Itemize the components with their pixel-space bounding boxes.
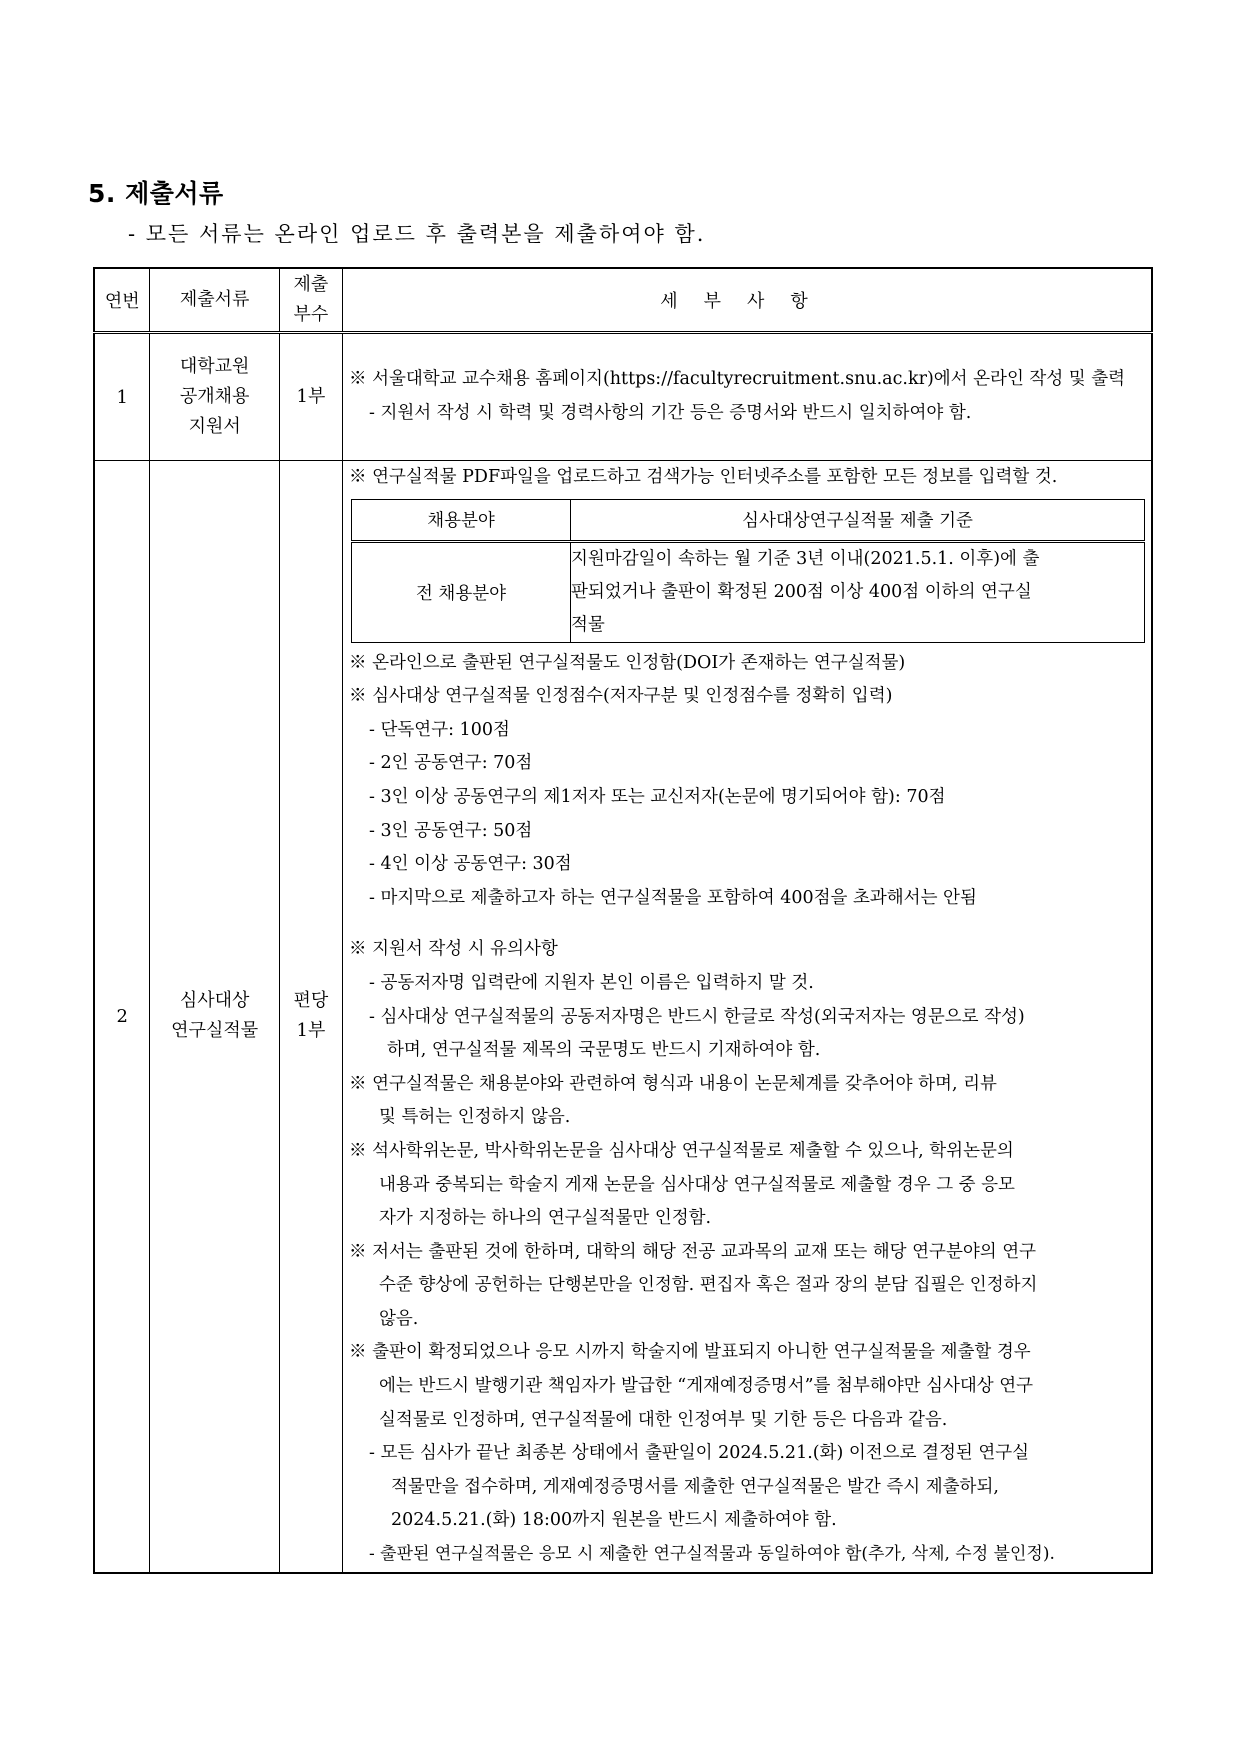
detail-line: ※ 출판이 확정되었으나 응모 시까지 학술지에 발표되지 아니한 연구실적물을 제출할 경우 [349, 1342, 1031, 1363]
detail-line: ※ 심사대상 연구실적물 인정점수(저자구분 및 인정점수를 정확히 입력) [349, 686, 893, 707]
detail-line: ※ 연구실적물 PDF파일을 업로드하고 검색가능 인터넷주소를 포함한 모든 정보를 입력할 것. [349, 467, 1058, 487]
criteria-row [352, 541, 1145, 642]
detail-line: 적물만을 접수하며, 게재예정증명서를 제출한 연구실적물은 발간 즉시 제출하되, [391, 1476, 999, 1497]
table-header-row [94, 268, 1152, 333]
header-count-line1: 제출 [293, 274, 329, 295]
row2-count-line: 편당 [293, 990, 329, 1012]
detail-line: ※ 석사학위논문, 박사학위논문을 심사대상 연구실적물로 제출할 수 있으나, 학위논문의 [349, 1140, 1014, 1161]
note-line: 하며, 연구실적물 제목의 국문명도 반드시 기재하여야 함. [387, 1040, 821, 1061]
row1-no: 1 [94, 333, 150, 461]
header-count-line2: 부수 [293, 304, 329, 325]
note-line: - 심사대상 연구실적물의 공동저자명은 반드시 한글로 작성(외국저자는 영문으로 작성) [369, 1006, 1025, 1027]
score-line: - 마지막으로 제출하고자 하는 연구실적물을 포함하여 400점을 초과해서는 안됨 [369, 887, 977, 908]
table-row-2 [94, 461, 1152, 1573]
detail-line: - 출판된 연구실적물은 응모 시 제출한 연구실적물과 동일하여야 함(추가, 삭제, 수정 불인정). [369, 1544, 1055, 1565]
score-line: - 3인 공동연구: 50점 [369, 820, 533, 841]
row2-count [279, 461, 342, 1573]
row2-detail [343, 461, 1153, 1573]
notes-title: ※ 지원서 작성 시 유의사항 [349, 939, 558, 960]
criteria-line: 적물 [571, 614, 605, 635]
detail-line: 않음. [379, 1308, 419, 1329]
score-line: - 단독연구: 100점 [369, 719, 510, 740]
detail-line: ※ 연구실적물은 채용분야와 관련하여 형식과 내용이 논문체계를 갖추어야 하며, 리뷰 [349, 1073, 997, 1094]
row1-count: 1부 [279, 333, 342, 461]
row1-doc-line: 지원서 [188, 416, 241, 437]
section-subtitle: - 모든 서류는 온라인 업로드 후 출력본을 제출하여야 함. [128, 222, 706, 246]
table-row-1 [94, 333, 1152, 461]
detail-line: ※ 저서는 출판된 것에 한하며, 대학의 해당 전공 교과목의 교재 또는 해당 연구분야의 연구 [349, 1241, 1037, 1262]
detail-line: - 모든 심사가 끝난 최종본 상태에서 출판일이 2024.5.21.(화) 이전으로 결정된 연구실 [369, 1443, 1030, 1464]
criteria-text [571, 541, 1145, 642]
detail-line: - 지원서 작성 시 학력 및 경력사항의 기간 등은 증명서와 반드시 일치하여야 함. [369, 403, 972, 423]
criteria-table [351, 499, 1145, 643]
detail-line: 실적물로 인정하며, 연구실적물에 대한 인정여부 및 기한 등은 다음과 같음. [379, 1409, 948, 1430]
detail-line: 및 특허는 인정하지 않음. [379, 1107, 571, 1128]
detail-line: 내용과 중복되는 학술지 게재 논문을 심사대상 연구실적물로 제출할 경우 그 중 응모 [379, 1174, 1015, 1195]
row2-doc-line: 연구실적물 [171, 1020, 259, 1042]
row1-doc-line: 대학교원 [179, 356, 250, 377]
criteria-header-field: 채용분야 [352, 499, 571, 541]
detail-line: 자가 지정하는 하나의 연구실적물만 인정함. [379, 1208, 712, 1229]
row1-detail [343, 333, 1153, 461]
header-detail: 세부사항 [343, 268, 1153, 333]
criteria-line: 지원마감일이 속하는 월 기준 3년 이내(2021.5.1. 이후)에 출 [571, 548, 1040, 569]
criteria-field: 전 채용분야 [352, 541, 571, 642]
header-count [279, 268, 342, 333]
row2-count-line: 1부 [296, 1020, 326, 1042]
section-title: 5. 제출서류 [88, 179, 224, 208]
detail-line: 수준 향상에 공헌하는 단행본만을 인정함. 편집자 혹은 절과 장의 분담 집필은 인정하지 [379, 1275, 1038, 1296]
row2-no: 2 [94, 461, 150, 1573]
header-no: 연번 [94, 268, 150, 333]
detail-line: ※ 서울대학교 교수채용 홈페이지(https://facultyrecruitment.snu.ac.kr)에서 온라인 작성 및 출력 [349, 369, 1126, 390]
row1-doc-line: 공개채용 [179, 386, 250, 407]
score-line: - 4인 이상 공동연구: 30점 [369, 854, 572, 875]
criteria-line: 판되었거나 출판이 확정된 200점 이상 400점 이하의 연구실 [571, 581, 1032, 602]
header-document: 제출서류 [150, 268, 279, 333]
documents-table [93, 267, 1153, 1574]
score-line: - 3인 이상 공동연구의 제1저자 또는 교신저자(논문에 명기되어야 함): 70점 [369, 786, 946, 807]
detail-line: 에는 반드시 발행기관 책임자가 발급한 “게재예정증명서”를 첨부해야만 심사대상 연구 [379, 1376, 1034, 1397]
score-line: - 2인 공동연구: 70점 [369, 753, 533, 774]
row2-document [150, 461, 279, 1573]
row2-doc-line: 심사대상 [179, 990, 250, 1012]
detail-line: 2024.5.21.(화) 18:00까지 원본을 반드시 제출하여야 함. [391, 1510, 837, 1531]
criteria-header-row [352, 499, 1145, 541]
row1-document [150, 333, 279, 461]
criteria-header-criteria: 심사대상연구실적물 제출 기준 [571, 499, 1145, 541]
detail-line: ※ 온라인으로 출판된 연구실적물도 인정함(DOI가 존재하는 연구실적물) [349, 652, 906, 673]
note-line: - 공동저자명 입력란에 지원자 본인 이름은 입력하지 말 것. [369, 972, 814, 993]
